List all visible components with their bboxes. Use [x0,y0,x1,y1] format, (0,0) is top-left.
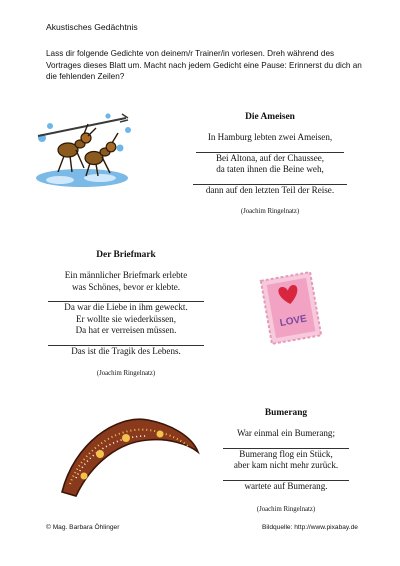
poem-line: Da war die Liebe in ihm geweckt. [64,302,188,313]
missing-line [190,144,350,153]
poem-line: wartete auf Bumerang. [244,480,328,491]
poem-line: Bumerang flog ein Stück, [239,448,333,459]
poem-title: Bumerang [264,408,308,418]
poem-title: Die Ameisen [245,112,295,122]
missing-line [218,472,354,481]
poem-line: Er wollte sie wiederküssen, [75,313,176,324]
poem-author: (Joachim Ringelnatz) [240,208,300,216]
page-title: Akustisches Gedächtnis [46,22,138,32]
missing-line [218,440,354,449]
poem-line: Bei Altona, auf der Chaussee, [215,152,325,163]
poem-bumerang [218,408,354,513]
poem-die-ameisen [190,112,350,215]
footer-copyright: © Mag. Barbara Öhlinger [46,524,120,531]
stamp-text: LOVE [278,313,308,330]
poem-title: Der Briefmark [96,250,156,260]
poem-author: (Joachim Ringelnatz) [96,369,156,377]
poem-line: War einmal ein Bumerang; [236,428,335,438]
missing-line [44,293,208,302]
poem-line: aber kam nicht mehr zurück. [233,460,339,471]
poem-der-briefmark [44,250,208,377]
instructions-text: Lass dir folgende Gedichte von deinem/r Trainer/in vorlesen. Dreh während des Vortrages dieses Blatt um. Macht nach jedem Gedicht eine Pause: Erinnerst du dich an die fehlenden Zeilen? [46,49,362,82]
poem-line: Ein männlicher Briefmark erlebte [64,270,188,280]
poem-line: da taten ihnen die Beine weh, [216,164,324,175]
missing-line [44,337,208,346]
footer-image-source: Bildquelle: http://www.pixabay.de [262,524,358,531]
poem-line: In Hamburg lebten zwei Ameisen, [207,132,333,142]
poem-line: Da hat er verreisen müssen. [75,325,177,336]
poem-line: dann auf den letzten Teil der Reise. [205,184,335,195]
poem-line: was Schönes, bevor er klebte. [71,281,181,292]
poem-line: Das ist die Tragik des Lebens. [71,345,181,356]
boomerang-illustration [56,404,204,504]
poem-author: (Joachim Ringelnatz) [256,506,316,514]
missing-line [190,176,350,185]
love-stamp-illustration [256,268,326,348]
ants-illustration [24,108,142,192]
